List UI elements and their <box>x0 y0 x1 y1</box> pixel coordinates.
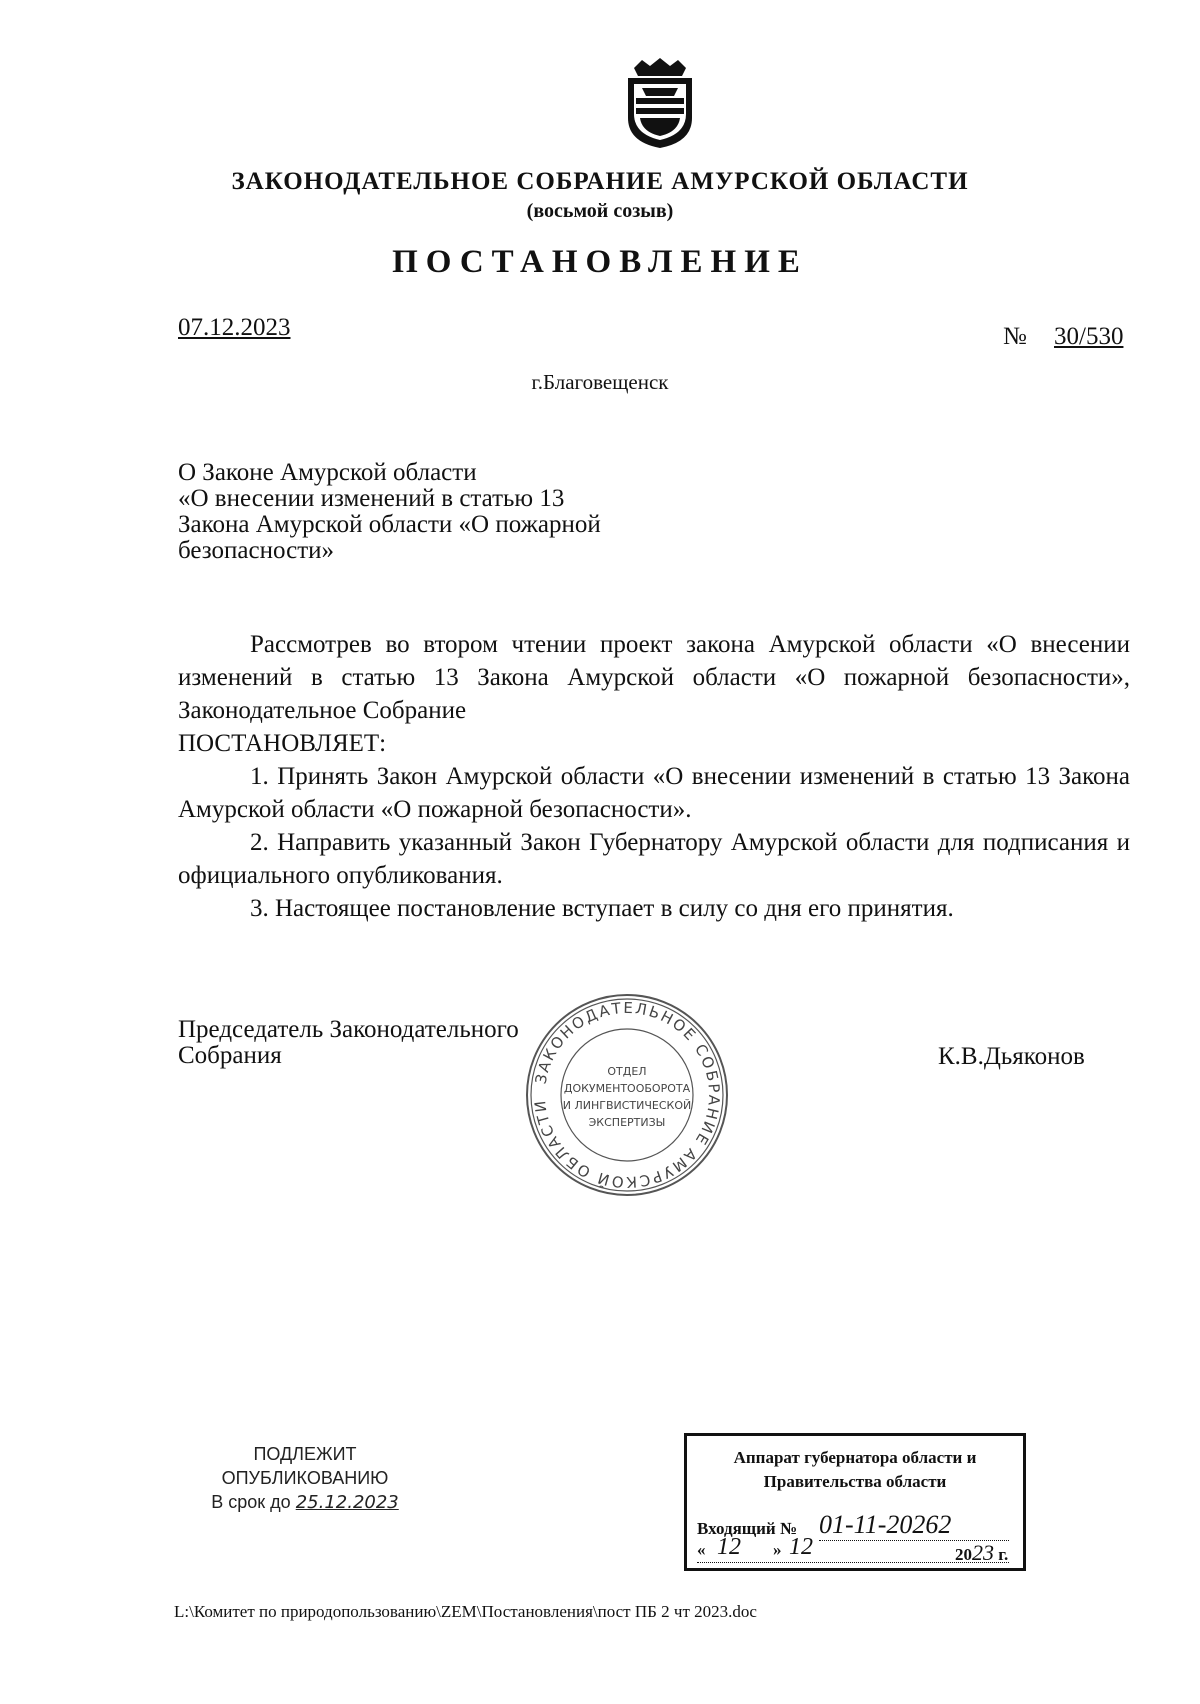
year-suffix: 23 <box>972 1540 994 1565</box>
date-underline <box>697 1562 1009 1563</box>
subject-line: «О внесении изменений в статью 13 <box>178 485 565 512</box>
registration-date <box>697 1534 1023 1565</box>
convocation-subtitle: (восьмой созыв) <box>526 200 674 222</box>
official-round-stamp <box>522 990 732 1200</box>
signatory-position-line: Председатель Законодательного <box>178 1016 519 1043</box>
registration-stamp-box <box>684 1433 1026 1571</box>
signatory-name: К.В.Дьяконов <box>938 1043 1085 1070</box>
svg-text:ОТДЕЛ: ОТДЕЛ <box>607 1065 647 1078</box>
document-date: 07.12.2023 <box>178 314 291 341</box>
coat-of-arms-emblem <box>620 58 700 150</box>
resolution-item: 2. Направить указанный Закон Губернатору Амурской области для подписания и официального опубликования. <box>178 829 1130 889</box>
year-unit: г. <box>998 1545 1009 1564</box>
registration-day: 12 <box>717 1534 741 1560</box>
svg-text:ЗАКОНОДАТЕЛЬНОЕ СОБРАНИЕ АМУРС: ЗАКОНОДАТЕЛЬНОЕ СОБРАНИЕ АМУРСКОЙ ОБЛАСТИ <box>530 998 724 1192</box>
registration-title-line: Аппарат губернатора области и <box>733 1448 977 1467</box>
year-prefix: 20 <box>955 1545 972 1564</box>
number-sign: № <box>1003 323 1027 350</box>
registration-month: 12 <box>789 1534 813 1560</box>
publication-deadline-prefix: В срок до <box>211 1492 291 1512</box>
svg-text:ДОКУМЕНТООБОРОТА: ДОКУМЕНТООБОРОТА <box>563 1082 691 1095</box>
intro-paragraph: Рассмотрев во втором чтении проект закона Амурской области «О внесении изменений в статью 13 Закона Амурской области «О пожарной безопасности», Законодательное Собрание <box>178 631 1130 724</box>
incoming-number: 01-11-20262 <box>819 1510 1009 1541</box>
svg-text:И ЛИНГВИСТИЧЕСКОЙ: И ЛИНГВИСТИЧЕСКОЙ <box>562 1099 692 1112</box>
signatory-position-line: Собрания <box>178 1042 282 1069</box>
registration-title-line: Правительства области <box>763 1472 947 1491</box>
organization-title: ЗАКОНОДАТЕЛЬНОЕ СОБРАНИЕ АМУРСКОЙ ОБЛАСТИ <box>231 168 969 195</box>
quote-open: « <box>697 1540 706 1559</box>
city-name: г.Благовещенск <box>531 370 669 394</box>
document-type-heading: ПОСТАНОВЛЕНИЕ <box>392 244 808 280</box>
publication-note-line: ОПУБЛИКОВАНИЮ <box>221 1468 389 1488</box>
resolution-item: 1. Принять Закон Амурской области «О внесении изменений в статью 13 Закона Амурской области «О пожарной безопасности». <box>178 763 1130 823</box>
publication-note <box>190 1442 420 1515</box>
subject-line: безопасности» <box>178 537 334 564</box>
document-subject <box>178 460 698 564</box>
document-number: 30/530 <box>1054 323 1124 350</box>
registration-title <box>687 1446 1023 1494</box>
subject-line: О Законе Амурской области <box>178 459 477 486</box>
signatory-position <box>178 1017 519 1069</box>
subject-line: Закона Амурской области «О пожарной <box>178 511 601 538</box>
quote-close: » <box>773 1540 782 1559</box>
publication-note-line: ПОДЛЕЖИТ <box>253 1444 357 1464</box>
incoming-label: Входящий № <box>697 1519 798 1538</box>
resolution-item: 3. Настоящее постановление вступает в силу со дня его принятия. <box>250 895 954 922</box>
svg-text:ЭКСПЕРТИЗЫ: ЭКСПЕРТИЗЫ <box>588 1116 666 1129</box>
resolves-label: ПОСТАНОВЛЯЕТ: <box>178 730 387 757</box>
document-body <box>178 628 1130 925</box>
file-path-footer: L:\Комитет по природопользованию\ZEM\Постановления\пост ПБ 2 чт 2023.doc <box>174 1602 757 1621</box>
publication-deadline-date: 25.12.2023 <box>295 1492 399 1513</box>
publication-deadline <box>190 1490 420 1515</box>
